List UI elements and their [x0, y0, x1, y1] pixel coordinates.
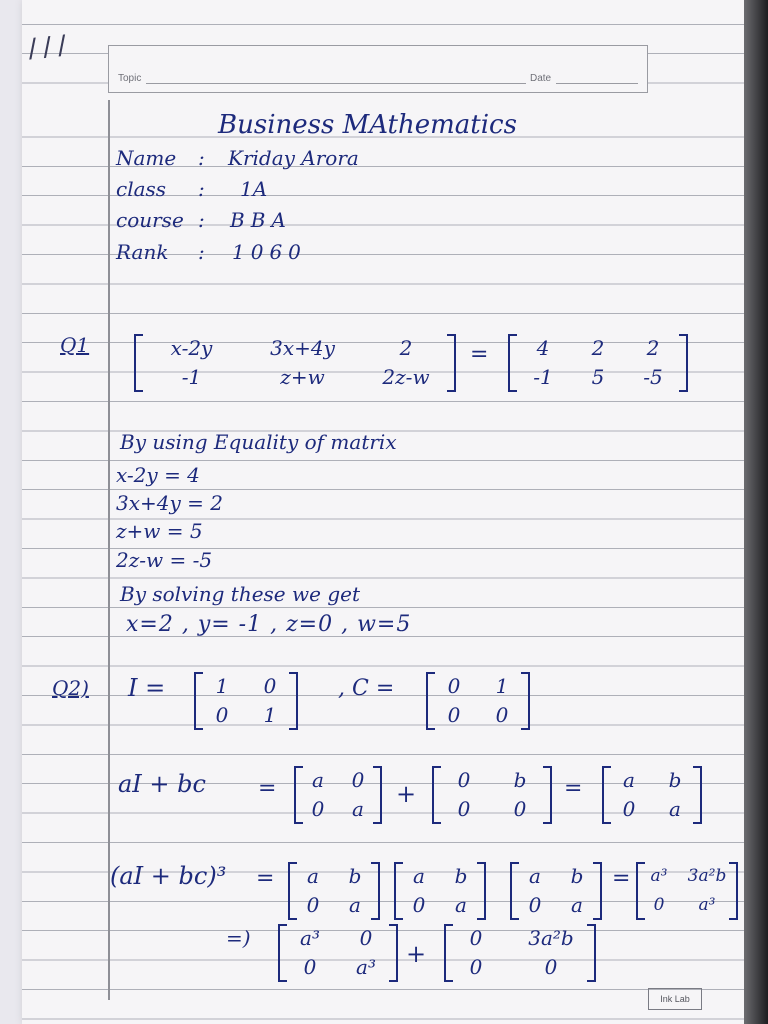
q1-rhs-cell: 2 — [646, 336, 660, 360]
q2-line3-m3 — [510, 862, 602, 920]
page-title: Business MAthematics — [218, 110, 517, 140]
q2-line3-result-cell: a³ — [650, 866, 668, 886]
q2-line2-m2 — [432, 766, 552, 824]
q1-equation: 2z-w = -5 — [116, 548, 213, 572]
q1-solve-text: By solving these we get — [120, 582, 360, 606]
q2-line4-m1 — [278, 924, 398, 982]
q2-i-cell: 1 — [263, 703, 277, 727]
q1-rhs-cell: -1 — [533, 365, 553, 389]
q2-line3-eq: = — [256, 866, 275, 891]
q2-line2-m3-cell: a — [669, 797, 681, 821]
q2-line2-m1-cell: 0 — [311, 797, 325, 821]
q2-line2-m1-cell: a — [352, 797, 364, 821]
q2-line3-m2 — [394, 862, 486, 920]
q2-line3-lhs: (aI + bc)³ — [110, 862, 227, 890]
q1-equation: x-2y = 4 — [116, 463, 200, 487]
q1-lhs-cell: 2 — [399, 336, 413, 360]
q2-line2-eq: = — [258, 776, 277, 801]
topic-line — [146, 83, 526, 84]
q1-rhs-cell: 4 — [536, 336, 550, 360]
q2-line3-m2-cell: a — [413, 864, 425, 888]
q2-line4-m2-cell: 3a²b — [528, 926, 574, 950]
q2-i-cell: 1 — [215, 674, 229, 698]
q2-i-cell: 0 — [215, 703, 229, 727]
q2-i-cell: 0 — [263, 674, 277, 698]
q2-line2-m2-cell: b — [513, 768, 527, 792]
q2-line3-m1-cell: 0 — [306, 893, 320, 917]
info-sep-class: : — [198, 177, 205, 201]
q2-line3-m1-cell: a — [349, 893, 361, 917]
q2-line3-m3-cell: b — [570, 864, 584, 888]
q1-lhs-cell: 2z-w — [382, 365, 430, 389]
q2-line2-m3-cell: b — [668, 768, 682, 792]
q2-line4-m2-cell: 0 — [469, 926, 483, 950]
q2-line4-m1-cell: 0 — [359, 926, 373, 950]
q2-line3-m1-cell: b — [348, 864, 362, 888]
info-label-rank: Rank — [116, 240, 169, 264]
info-sep-name: : — [198, 146, 205, 170]
q2-c-cell: 0 — [447, 674, 461, 698]
q2-line2-plus: + — [396, 780, 417, 808]
info-sep-rank: : — [198, 240, 205, 264]
q2-line2-m3-cell: a — [623, 768, 635, 792]
info-label-class: class — [116, 177, 167, 201]
q2-c-matrix — [426, 672, 530, 730]
q2-c-cell: 0 — [447, 703, 461, 727]
q1-label: Q1 — [60, 333, 90, 357]
q2-line3-m1-cell: a — [307, 864, 319, 888]
page-edge-shadow — [744, 0, 768, 1024]
q2-line4-m1-cell: a³ — [300, 926, 320, 950]
q1-rhs-matrix — [508, 334, 688, 392]
tick-marks: /// — [26, 29, 74, 65]
q2-line3-m2-cell: b — [454, 864, 468, 888]
info-value-name: Kriday Arora — [228, 146, 359, 170]
info-value-course: BBA — [230, 208, 292, 232]
q2-c-cell: 1 — [495, 674, 509, 698]
q1-rhs-cell: -5 — [643, 365, 663, 389]
q2-line3-m2-cell: a — [455, 893, 467, 917]
q2-i-label: I = — [128, 674, 166, 702]
q2-line3-m3-cell: a — [529, 864, 541, 888]
q2-line4-m2-cell: 0 — [544, 955, 558, 979]
q2-line3-eq2: = — [612, 866, 631, 891]
q2-line3-result-cell: a³ — [698, 895, 716, 915]
q2-line2-m1 — [294, 766, 382, 824]
q2-line2-m2-cell: 0 — [457, 797, 471, 821]
q2-line2-m2-cell: 0 — [513, 797, 527, 821]
q2-i-matrix — [194, 672, 298, 730]
q2-line4-arrow: =) — [226, 926, 251, 950]
q2-line4-m2 — [444, 924, 596, 982]
info-value-class: 1A — [240, 177, 268, 201]
q1-lhs-cell: x-2y — [170, 336, 213, 360]
q1-equation: z+w = 5 — [116, 519, 203, 543]
q1-lhs-cell: z+w — [280, 365, 325, 389]
date-label: Date — [530, 73, 552, 84]
q2-line4-m2-cell: 0 — [469, 955, 483, 979]
q2-c-cell: 0 — [495, 703, 509, 727]
info-sep-course: : — [198, 208, 205, 232]
q2-line3-result-cell: 0 — [653, 895, 665, 915]
q2-line2-m1-cell: a — [312, 768, 324, 792]
q1-lhs-matrix — [134, 334, 456, 392]
q2-line4-plus: + — [406, 940, 427, 968]
header-box — [108, 45, 648, 93]
topic-label: Topic — [118, 73, 142, 84]
date-line — [556, 83, 638, 84]
q2-line3-m3-cell: 0 — [528, 893, 542, 917]
q2-line3-m1 — [288, 862, 380, 920]
q2-line2-m1-cell: 0 — [351, 768, 365, 792]
q1-rhs-cell: 5 — [591, 365, 605, 389]
q2-line3-result-cell: 3a²b — [687, 866, 727, 886]
q2-line3-m3-cell: a — [571, 893, 583, 917]
info-label-name: Name — [116, 146, 177, 170]
q1-method: By using Equality of matrix — [120, 430, 397, 454]
q2-line2-lhs: aI + bc — [118, 770, 206, 798]
q1-solution: x=2 , y= -1 , z=0 , w=5 — [126, 612, 412, 637]
q2-line2-m3-cell: 0 — [622, 797, 636, 821]
q1-equals: = — [470, 342, 489, 367]
q2-line3-result — [636, 862, 738, 920]
info-value-rank: 1060 — [232, 240, 307, 264]
q2-c-label: , C = — [338, 676, 395, 701]
footer-stamp: Ink Lab — [648, 988, 702, 1010]
info-label-course: course — [116, 208, 184, 232]
q2-line3-m2-cell: 0 — [412, 893, 426, 917]
q2-line2-eq2: = — [564, 776, 583, 801]
q2-line2-m2-cell: 0 — [457, 768, 471, 792]
q2-line2-m3 — [602, 766, 702, 824]
q2-label: Q2) — [52, 676, 89, 700]
q1-lhs-cell: 3x+4y — [270, 336, 335, 360]
q2-line4-m1-cell: 0 — [303, 955, 317, 979]
q1-rhs-cell: 2 — [591, 336, 605, 360]
q1-lhs-cell: -1 — [181, 365, 202, 389]
q2-line4-m1-cell: a³ — [356, 955, 376, 979]
q1-equation: 3x+4y = 2 — [116, 491, 223, 515]
